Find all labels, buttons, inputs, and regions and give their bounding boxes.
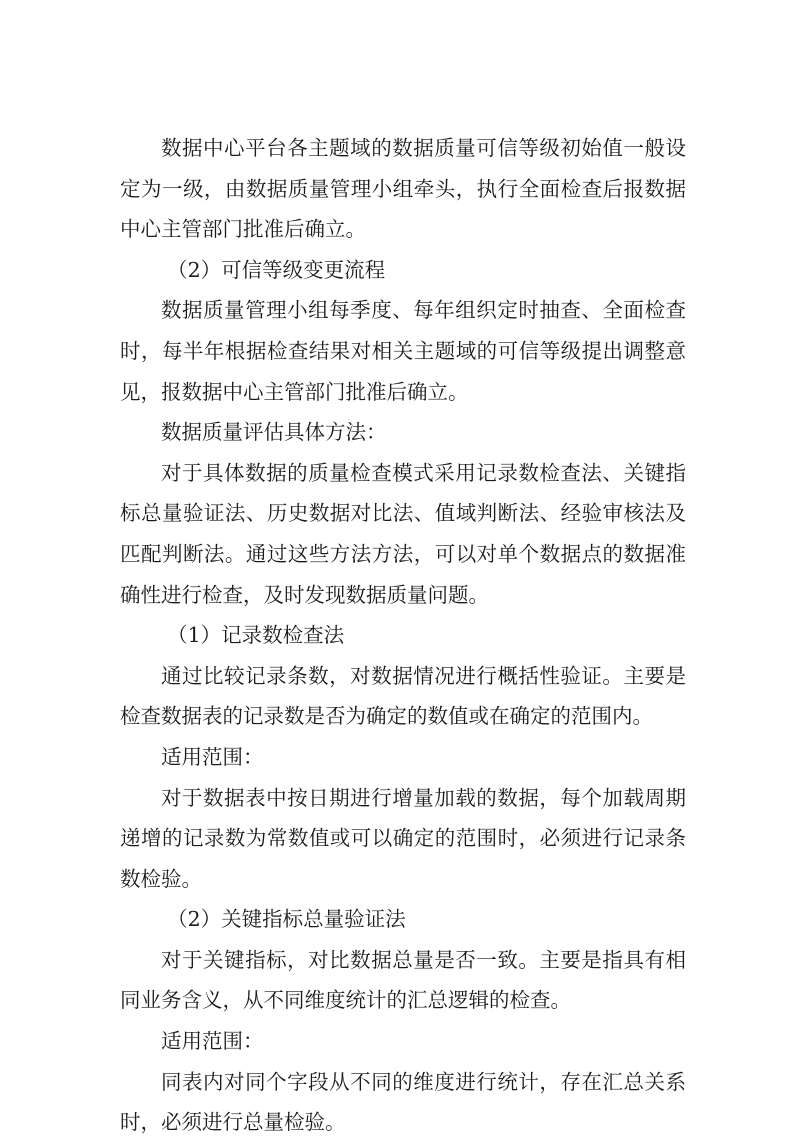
paragraph-key-indicator-description: 对于关键指标，对比数据总量是否一致。主要是指具有相同业务含义，从不同维度统计的汇总逻辑的检查。 (120, 947, 686, 1013)
document-body (120, 128, 686, 1143)
heading-record-count-check: （1）记录数检查法 (167, 623, 345, 648)
paragraph-record-count-scope: 对于数据表中按日期进行增量加载的数据，每个加载周期递增的记录数为常数值或可以确定的范围时，必须进行记录条数检验。 (120, 785, 686, 891)
paragraph-key-indicator-scope: 同表内对同个字段从不同的维度进行统计，存在汇总关系时，必须进行总量检验。 (120, 1069, 686, 1135)
paragraph-methods-overview: 对于具体数据的质量检查模式采用记录数检查法、关键指标总量验证法、历史数据对比法、值域判断法、经验审核法及匹配判断法。通过这些方法方法，可以对单个数据点的数据准确性进行检查，及时发现数据质量问题。 (120, 460, 686, 607)
paragraph-scope-label-2: 适用范围： (161, 1029, 264, 1054)
paragraph-quarterly-check: 数据质量管理小组每季度、每年组织定时抽查、全面检查时，每半年根据检查结果对相关主题域的可信等级提出调整意见，报数据中心主管部门批准后确立。 (120, 298, 686, 404)
paragraph-scope-label-1: 适用范围： (161, 744, 264, 769)
heading-trust-level-change-process: （2）可信等级变更流程 (167, 257, 386, 282)
paragraph-record-count-description: 通过比较记录条数，对数据情况进行概括性验证。主要是检查数据表的记录数是否为确定的数值或在确定的范围内。 (120, 663, 686, 729)
heading-key-indicator-verification: （2）关键指标总量验证法 (167, 907, 406, 932)
paragraph-assessment-methods-title: 数据质量评估具体方法： (161, 420, 387, 445)
paragraph-initial-trust-level: 数据中心平台各主题域的数据质量可信等级初始值一般设定为一级，由数据质量管理小组牵头，执行全面检查后报数据中心主管部门批准后确立。 (120, 136, 686, 242)
